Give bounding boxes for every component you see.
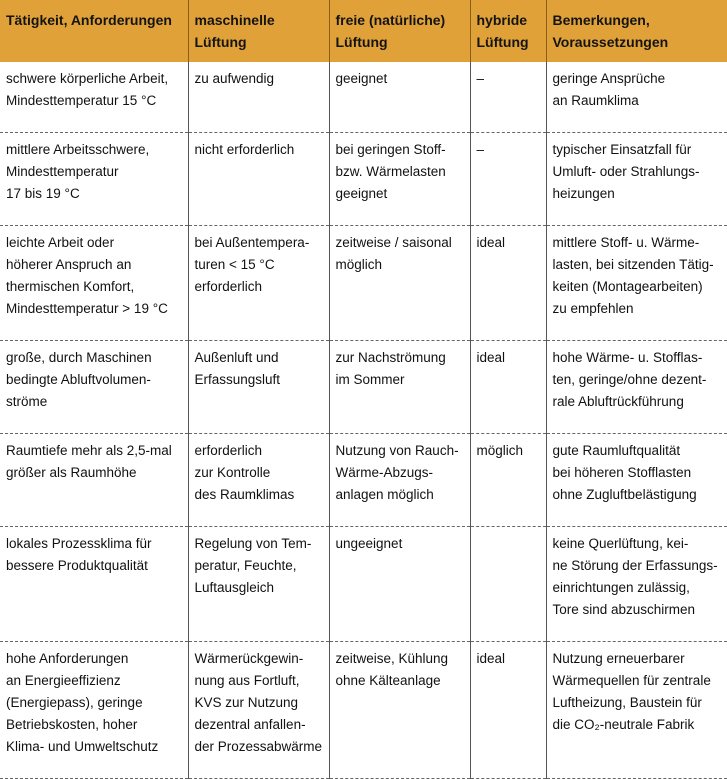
table-row <box>0 62 727 133</box>
cell-natural: zeitweise, Kühlung ohne Kälteanlage <box>329 642 470 779</box>
table-row <box>0 434 727 527</box>
cell-mechanical: Wärmerückgewin- nung aus Fortluft, KVS zur Nutzung dezentral anfallen- der Prozessabwärme <box>188 642 329 779</box>
header-natural-ventilation: freie (natürliche) Lüftung <box>329 0 470 62</box>
cell-mechanical: Außenluft und Erfassungsluft <box>188 341 329 434</box>
cell-activity: schwere körperliche Arbeit, Mindesttemperatur 15 °C <box>0 62 188 133</box>
table-row <box>0 133 727 226</box>
cell-natural: Nutzung von Rauch- Wärme-Abzugs- anlagen möglich <box>329 434 470 527</box>
header-mechanical-ventilation: maschinelle Lüftung <box>188 0 329 62</box>
cell-activity: große, durch Maschinen bedingte Abluftvolumen- ströme <box>0 341 188 434</box>
table-row <box>0 341 727 434</box>
cell-activity: hohe Anforderungen an Energieeffizienz (Energiepass), geringe Betriebskosten, hoher Klima- und Umweltschutz <box>0 642 188 779</box>
cell-natural: zur Nachströmung im Sommer <box>329 341 470 434</box>
header-remarks: Bemerkungen, Voraussetzungen <box>546 0 727 62</box>
cell-remarks: typischer Einsatzfall für Umluft- oder Strahlungs- heizungen <box>546 133 727 226</box>
cell-natural: zeitweise / saisonal möglich <box>329 226 470 341</box>
cell-hybrid: ideal <box>470 341 546 434</box>
cell-hybrid <box>470 527 546 642</box>
cell-remarks: keine Querlüftung, kei- ne Störung der Erfassungs- einrichtungen zulässig, Tore sind abzuschirmen <box>546 527 727 642</box>
table-row <box>0 642 727 779</box>
cell-remarks: geringe Ansprüche an Raumklima <box>546 62 727 133</box>
cell-mechanical: bei Außentempera- turen < 15 °C erforderlich <box>188 226 329 341</box>
table-row <box>0 226 727 341</box>
cell-hybrid: ideal <box>470 642 546 779</box>
cell-hybrid: möglich <box>470 434 546 527</box>
cell-remarks: hohe Wärme- u. Stofflas- ten, geringe/ohne dezent- rale Abluftrückführung <box>546 341 727 434</box>
cell-remarks: gute Raumluftqualität bei höheren Stofflasten ohne Zugluftbelästigung <box>546 434 727 527</box>
table-row <box>0 527 727 642</box>
cell-remarks: mittlere Stoff- u. Wärme- lasten, bei sitzenden Tätig- keiten (Montagearbeiten) zu empfehlen <box>546 226 727 341</box>
cell-natural: ungeeignet <box>329 527 470 642</box>
cell-natural: geeignet <box>329 62 470 133</box>
header-row <box>0 0 727 62</box>
cell-mechanical: Regelung von Tem- peratur, Feuchte, Luftausgleich <box>188 527 329 642</box>
cell-natural: bei geringen Stoff- bzw. Wärmelasten geeignet <box>329 133 470 226</box>
cell-hybrid: – <box>470 62 546 133</box>
cell-activity: leichte Arbeit oder höherer Anspruch an thermischen Komfort, Mindesttemperatur > 19 °C <box>0 226 188 341</box>
cell-hybrid: ideal <box>470 226 546 341</box>
header-activity: Tätigkeit, Anforderungen <box>0 0 188 62</box>
cell-hybrid: – <box>470 133 546 226</box>
cell-activity: mittlere Arbeitsschwere, Mindesttemperatur 17 bis 19 °C <box>0 133 188 226</box>
cell-activity: lokales Prozessklima für bessere Produktqualität <box>0 527 188 642</box>
cell-mechanical: nicht erforderlich <box>188 133 329 226</box>
header-hybrid-ventilation: hybride Lüftung <box>470 0 546 62</box>
cell-mechanical: erforderlich zur Kontrolle des Raumklimas <box>188 434 329 527</box>
cell-mechanical: zu aufwendig <box>188 62 329 133</box>
cell-activity: Raumtiefe mehr als 2,5-mal größer als Raumhöhe <box>0 434 188 527</box>
cell-remarks: Nutzung erneuerbarer Wärmequellen für zentrale Luftheizung, Baustein für die CO₂-neutrale Fabrik <box>546 642 727 779</box>
